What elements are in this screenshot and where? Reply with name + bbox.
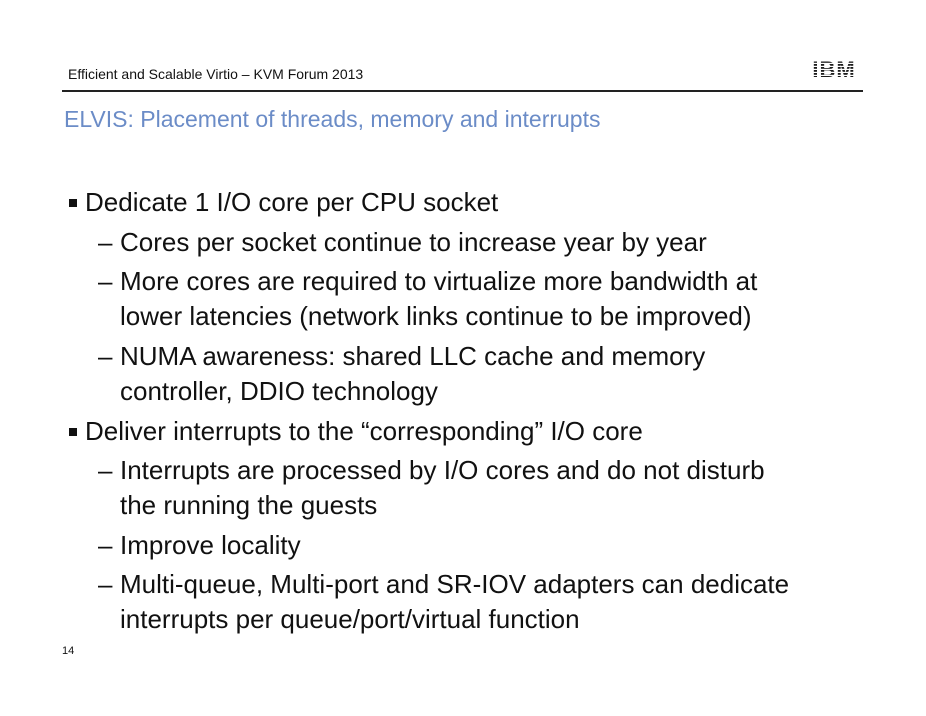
- sub-item-line: Improve locality: [120, 530, 301, 560]
- ibm-logo: [806, 58, 862, 80]
- square-bullet-icon: [69, 428, 77, 436]
- slide-title: ELVIS: Placement of threads, memory and interrupts: [64, 106, 601, 132]
- sub-item-line: Multi-queue, Multi-port and SR-IOV adapters can dedicate: [120, 569, 790, 599]
- bullet-text: Dedicate 1 I/O core per CPU socket: [85, 187, 499, 217]
- square-bullet-icon: [69, 199, 77, 207]
- bullet-text: Deliver interrupts to the “corresponding” I/O core: [85, 416, 643, 446]
- sub-item-line: NUMA awareness: shared LLC cache and memory: [120, 341, 706, 371]
- dash-icon: –: [98, 569, 113, 599]
- dash-icon: –: [98, 266, 113, 296]
- sub-item-line: Interrupts are processed by I/O cores and do not disturb: [120, 455, 765, 485]
- sub-item-line: interrupts per queue/port/virtual function: [120, 604, 580, 634]
- sub-item-line: More cores are required to virtualize more bandwidth at: [120, 266, 758, 296]
- page-number: 14: [62, 645, 75, 657]
- dash-icon: –: [98, 341, 113, 371]
- sub-item-line: Cores per socket continue to increase year by year: [120, 227, 707, 257]
- sub-item-line: controller, DDIO technology: [120, 376, 438, 406]
- header-rule: [62, 90, 863, 92]
- header-title: Efficient and Scalable Virtio – KVM Forum 2013: [68, 66, 364, 82]
- sub-item-line: lower latencies (network links continue to be improved): [120, 301, 752, 331]
- dash-icon: –: [98, 530, 113, 560]
- dash-icon: –: [98, 455, 113, 485]
- sub-item-line: the running the guests: [120, 490, 378, 520]
- dash-icon: –: [98, 227, 113, 257]
